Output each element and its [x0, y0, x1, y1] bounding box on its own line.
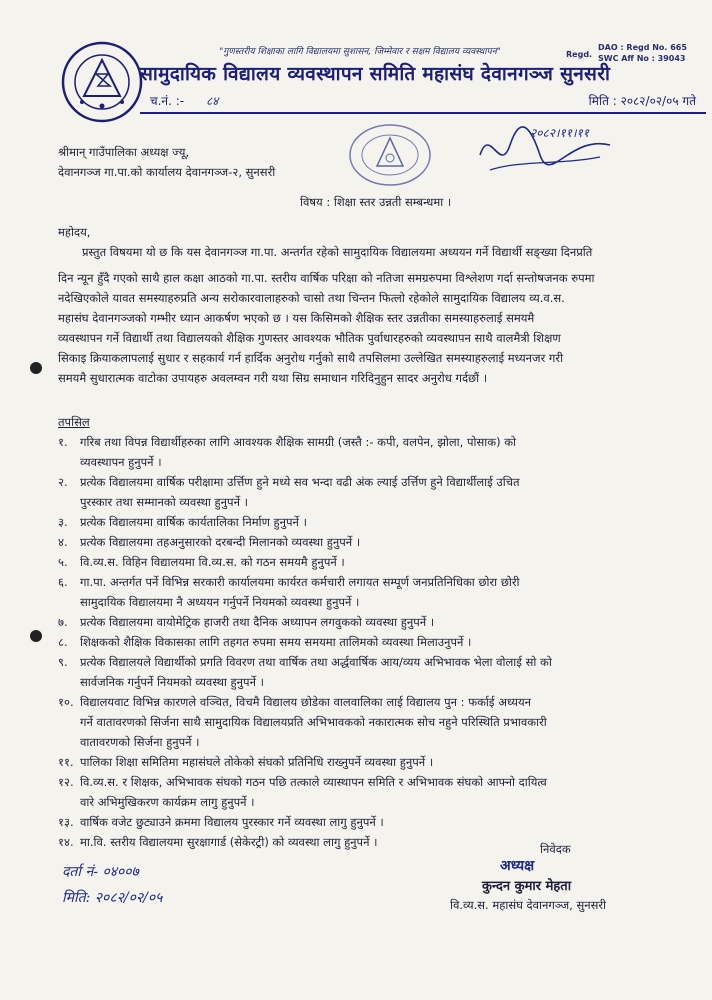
- list-item-number: ६.: [58, 575, 68, 589]
- list-item-number: ८.: [58, 635, 68, 649]
- list-item-text: सार्वजनिक गर्नुपर्ने नियमको व्यवस्था हुनुपर्ने ।: [80, 675, 264, 689]
- list-item: [58, 432, 698, 452]
- list-item-text: वार्षिक वजेट छुट्याउने क्रममा विद्यालय पुरस्कार गर्ने व्यवस्था लागु हुनुपर्ने ।: [80, 815, 384, 829]
- body-line-5: व्यवस्थापन गर्ने विद्यार्थी तथा विद्यालयको शैक्षिक गुणस्तर आवश्यक भौतिक पुर्वाधारहरुको व्यवस्थापन साथै वालमैत्री शिक्षण: [58, 331, 561, 345]
- list-item-number: ३.: [58, 515, 68, 529]
- list-item-number: ९.: [58, 655, 68, 669]
- list-item-text: वातावरणको सिर्जना हुनुपर्ने ।: [80, 735, 200, 749]
- signatory-organization: वि.व्य.स. महासंघ देवानगञ्ज, सुनसरी: [450, 898, 607, 912]
- recipient-line-1: श्रीमान् गाउँपालिका अध्यक्ष ज्यू,: [58, 145, 190, 159]
- list-item: [58, 552, 698, 572]
- registration-number-note: दर्ता नं- ०४००७: [62, 864, 139, 880]
- list-item-text: व्यवस्थापन हुनुपर्ने ।: [80, 455, 162, 469]
- list-item-number: १२.: [58, 775, 74, 789]
- body-line-7: समयमै सुधारात्मक वाटोका उपायहरु अवलम्वन गरी यथा सिग्र समाधान गरिदिनुहुन सादर अनुरोध गर्दछौं ।: [58, 371, 488, 385]
- list-item-number: १०.: [58, 695, 74, 709]
- motto: "गुणस्तरीय शिक्षाका लागि विद्यालयमा सुशासन, जिम्मेवार र सक्षम विद्यालय व्यवस्थापन": [219, 47, 501, 57]
- reference-row: [140, 92, 706, 112]
- list-item-text: प्रत्येक विद्यालयले विद्यार्थीको प्रगति विवरण तथा वार्षिक तथा अर्द्धवार्षिक आय/व्यय अभिभावक भेला वोलाई सो को: [80, 655, 552, 669]
- signature-icon: [470, 115, 620, 185]
- reference-value: ८४: [205, 94, 219, 108]
- body-line-3: नदेखिएकोले यावत समस्याहरुप्रति अन्य सरोकारवालाहरुको चासो तथा चिन्तन फित्लो रहेकोले सामुदायिक विद्यालय व्य.व.स.: [58, 291, 565, 305]
- list-item-number: १३.: [58, 815, 74, 829]
- list-title: तपसिल: [58, 415, 90, 429]
- list-item: [58, 672, 698, 692]
- reference-number: [150, 92, 218, 109]
- list-item-text: गरिब तथा विपन्न विद्यार्थीहरुका लागि आवश्यक शैक्षिक सामग्री (जस्तै :- कपी, वलपेन, झोला, पोसाक) को: [80, 435, 517, 449]
- list-item: [58, 692, 698, 712]
- body-line-4: महासंघ देवानगञ्जको गम्भीर ध्यान आकर्षण भएको छ । यस किसिमको शैक्षिक स्तर उन्नतीका समस्याहरुलाई समयमै: [58, 311, 535, 325]
- list-item-text: वि.व्य.स. र शिक्षक, अभिभावक संघको गठन पछि तत्काले व्यास्थापन समिति र अभिभावक संघको आफ्नो दायित्व: [80, 775, 547, 789]
- regd-label: Regd.: [566, 50, 593, 59]
- list-item: [58, 752, 698, 772]
- header-divider: [140, 112, 706, 114]
- list-item-text: पुरस्कार तथा सम्मानको व्यवस्था हुनुपर्ने ।: [80, 495, 248, 509]
- body-line-1: प्रस्तुत विषयमा यो छ कि यस देवानगञ्ज गा.पा. अन्तर्गत रहेको सामुदायिक विद्यालयमा अध्ययन गर्ने विद्यार्थी सङ्ख्या दिनप्रति: [82, 245, 593, 259]
- body-line-6: सिकाइ क्रियाकलापलाई सुधार र सहकार्य गर्न हार्दिक अनुरोध गर्नुको साथै तपसिलमा उल्लेखित समस्याहरुलाई मध्यनजर गरी: [58, 351, 564, 365]
- list-item: [58, 512, 698, 532]
- list-item-text: पालिका शिक्षा समितिमा महासंघले तोकेको संघको प्रतिनिधि राख्नुपर्ने व्यवस्था हुनुपर्ने ।: [80, 755, 434, 769]
- list-item-text: प्रत्येक विद्यालयमा वार्षिक कार्यतालिका निर्माण हुनुपर्ने ।: [80, 515, 307, 529]
- list-item-text: मा.वि. स्तरीय विद्यालयमा सुरक्षागार्ड (सेकेरट्री) को व्यवस्था लागु हुनुपर्ने ।: [80, 835, 378, 849]
- punch-hole: [30, 362, 42, 374]
- list-item: [58, 592, 698, 612]
- signatory-position: अध्यक्ष: [500, 858, 535, 874]
- list-item: [58, 472, 698, 492]
- punch-hole: [30, 630, 42, 642]
- list-item-number: २.: [58, 475, 68, 489]
- list-item: [58, 792, 698, 812]
- official-stamp: [345, 120, 435, 190]
- list-item-number: ४.: [58, 535, 68, 549]
- reference-label: च.नं. :-: [150, 94, 185, 108]
- salutation: महोदय,: [58, 225, 91, 239]
- list-item-text: गर्ने वातावरणको सिर्जना साथै सामुदायिक विद्यालयप्रति अभिभावकको नकारात्मक सोच नहुने परिस्थिति प्रभावकारी: [80, 715, 547, 729]
- list-item-text: प्रत्येक विद्यालयमा वार्षिक परीक्षामा उर्त्तिण हुने मध्ये सव भन्दा वढी अंक ल्याई उर्त्तिण हुने विद्यार्थीलाई उचित: [80, 475, 520, 489]
- list-item: [58, 632, 698, 652]
- list-item: [58, 532, 698, 552]
- list-item-text: विद्यालयवाट विभिन्न कारणले वञ्चित, विचमै विद्यालय छोडेका वालवालिका लाई विद्यालय पुन : फर्काई अध्ययन: [80, 695, 532, 709]
- list-item: [58, 452, 698, 472]
- list-item: [58, 652, 698, 672]
- list-item: [58, 612, 698, 632]
- registration-date-note: मिति: २०८२/०२/०५: [62, 890, 163, 906]
- swc-aff-number: SWC Aff No : 39043: [598, 54, 686, 63]
- list-item-text: सामुदायिक विद्यालयमा नै अध्ययन गर्नुपर्ने नियमको व्यवस्था हुनुपर्ने ।: [80, 595, 360, 609]
- list-item: [58, 572, 698, 592]
- demands-list: [58, 432, 698, 852]
- header-date: मिति : २०८२/०२/०५ गते: [588, 94, 696, 108]
- body-line-2: दिन न्यून हुँदै गएको साथै हाल कक्षा आठको गा.पा. स्तरीय वार्षिक परिक्षा को नतिजा समग्ररुपमा विश्लेशण गर्दा सन्तोषजनक रुपमा: [58, 271, 595, 285]
- list-item-text: शिक्षकको शैक्षिक विकासका लागि तहगत रुपमा समय समयमा तालिमको व्यवस्था मिलाउनुपर्ने ।: [80, 635, 472, 649]
- organization-logo: [60, 40, 144, 124]
- subject: विषय : शिक्षा स्तर उन्नती सम्बन्धमा ।: [300, 195, 452, 209]
- list-item-number: ७.: [58, 615, 68, 629]
- list-item-text: गा.पा. अन्तर्गत पर्ने विभिन्न सरकारी कार्यालयमा कार्यरत कर्मचारी लगायत सम्पूर्ण जनप्रतिनिधिका छोरा छोरी: [80, 575, 520, 589]
- list-item: [58, 712, 698, 732]
- list-item: [58, 772, 698, 792]
- signatory-name: कुन्दन कुमार मेहता: [482, 879, 572, 894]
- list-item: [58, 832, 698, 852]
- signature-date: २०८२।११।११: [530, 126, 590, 140]
- organization-name: सामुदायिक विद्यालय व्यवस्थापन समिति महासंघ देवानगञ्ज सुनसरी: [140, 63, 611, 85]
- list-item-text: प्रत्येक विद्यालयमा वायोमेट्रिक हाजरी तथा दैनिक अध्यापन लगवुकको व्यवस्था हुनुपर्ने ।: [80, 615, 435, 629]
- list-item-number: १४.: [58, 835, 74, 849]
- dao-regd-number: DAO : Regd No. 665: [598, 43, 687, 52]
- list-item: [58, 812, 698, 832]
- list-item-number: ११.: [58, 755, 74, 769]
- list-item-number: १.: [58, 435, 68, 449]
- recipient-line-2: देवानगञ्ज गा.पा.को कार्यालय देवानगञ्ज-२, सुनसरी: [58, 165, 276, 179]
- list-item-text: वारे अभिमुखिकरण कार्यक्रम लागु हुनुपर्ने ।: [80, 795, 255, 809]
- list-item-text: वि.व्य.स. विहिन विद्यालयमा वि.व्य.स. को गठन समयमै हुनुपर्ने ।: [80, 555, 345, 569]
- list-item-text: प्रत्येक विद्यालयमा तहअनुसारको दरबन्दी मिलानको व्यवस्था हुनुपर्ने ।: [80, 535, 361, 549]
- list-item: [58, 492, 698, 512]
- closing-title: निवेदक: [540, 842, 571, 856]
- list-item: [58, 732, 698, 752]
- list-item-number: ५.: [58, 555, 68, 569]
